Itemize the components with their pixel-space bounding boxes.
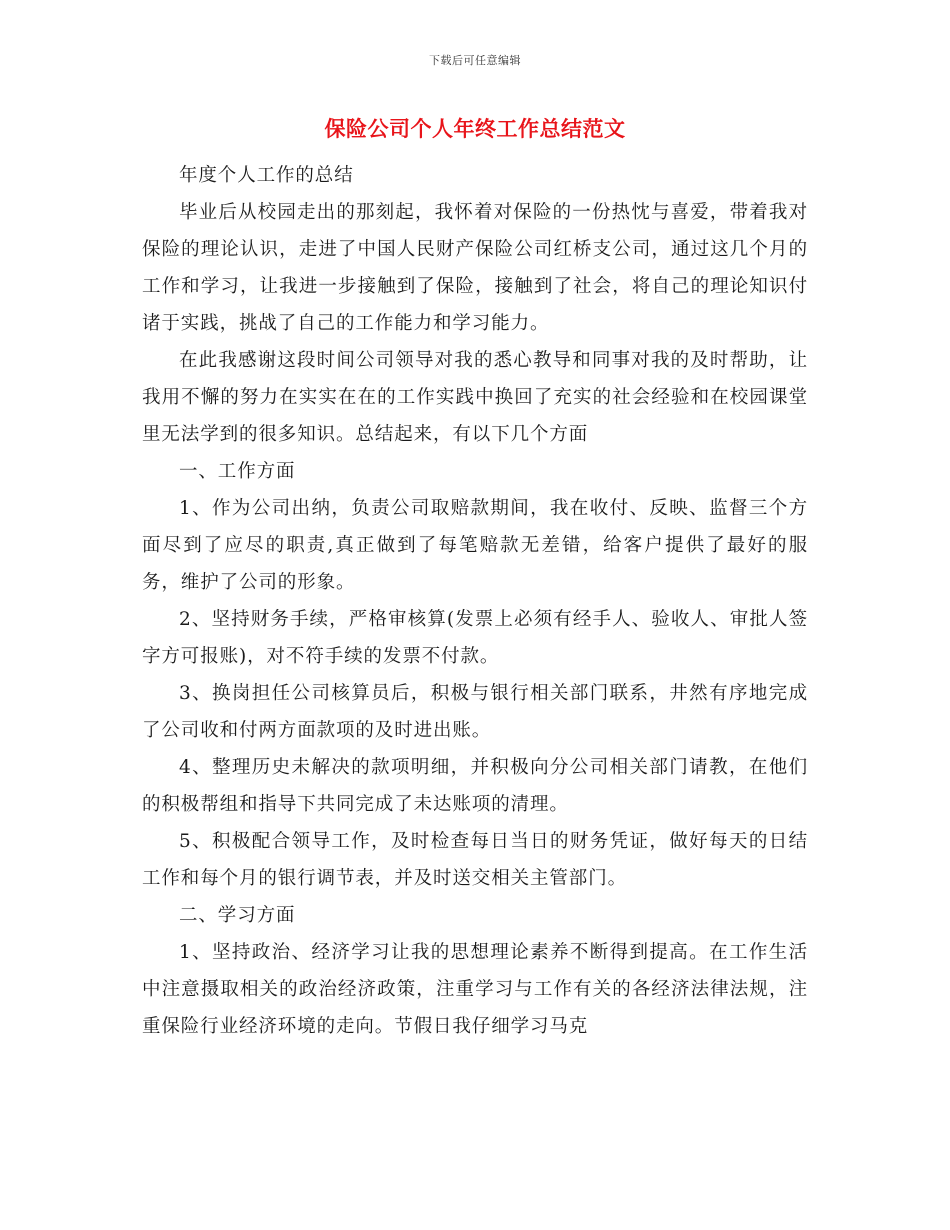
section-heading-study: 二、学习方面: [179, 905, 296, 926]
paragraph-intro-heading: 年度个人工作的总结: [179, 165, 354, 186]
paragraph: 毕业后从校园走出的那刻起，我怀着对保险的一份热忱与喜爱，带着我对保险的理论认识，走进了中国人民财产保险公司红桥支公司，通过这几个月的工作和学习，让我进一步接触到了保险，接触到了社会，将自己的理论知识付诸于实践，挑战了自己的工作能力和学习能力。: [142, 202, 808, 334]
paragraph: 在此我感谢这段时间公司领导对我的悉心教导和同事对我的及时帮助，让我用不懈的努力在实实在在的工作实践中换回了充实的社会经验和在校园课堂里无法学到的很多知识。总结起来，有以下几个方面: [142, 350, 808, 445]
header-note: 下载后可任意编辑: [429, 54, 521, 67]
list-item: 1、坚持政治、经济学习让我的思想理论素养不断得到提高。在工作生活中注意摄取相关的政治经济政策，注重学习与工作有关的各经济法律法规，注重保险行业经济环境的走向。节假日我仔细学习马克: [142, 942, 808, 1037]
list-item: 3、换岗担任公司核算员后，积极与银行相关部门联系，井然有序地完成了公司收和付两方面款项的及时进出账。: [142, 683, 808, 741]
list-item: 2、坚持财务手续，严格审核算(发票上必须有经手人、验收人、审批人签字方可报账)，对不符手续的发票不付款。: [142, 609, 808, 667]
list-item: 1、作为公司出纳，负责公司取赔款期间，我在收付、反映、监督三个方面尽到了应尽的职责,真正做到了每笔赔款无差错，给客户提供了最好的服务，维护了公司的形象。: [142, 498, 808, 593]
document-body: [142, 157, 808, 1045]
section-heading-work: 一、工作方面: [179, 461, 296, 482]
document-title: 保险公司个人年终工作总结范文: [324, 117, 626, 141]
list-item: 4、整理历史未解决的款项明细，并积极向分公司相关部门请教，在他们的积极帮组和指导下共同完成了未达账项的清理。: [142, 757, 808, 815]
list-item: 5、积极配合领导工作，及时检查每日当日的财务凭证，做好每天的日结工作和每个月的银行调节表，并及时送交相关主管部门。: [142, 831, 808, 889]
